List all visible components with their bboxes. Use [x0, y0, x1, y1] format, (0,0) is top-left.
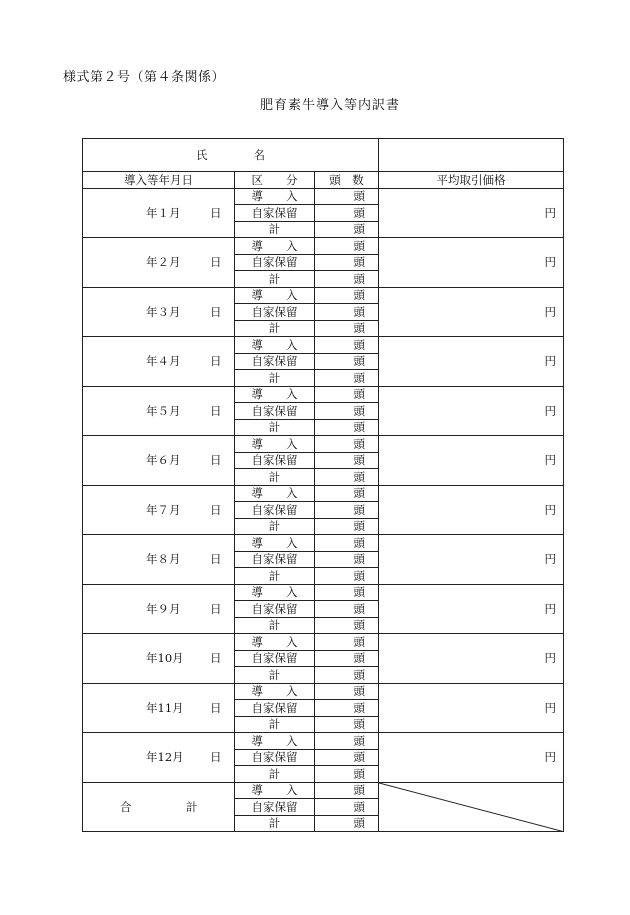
average-price-field[interactable]: 円	[379, 386, 564, 436]
day-label: 日	[210, 700, 222, 715]
breakdown-table	[82, 138, 564, 832]
category-label-self-retention: 自家保留	[235, 700, 315, 717]
category-label-subtotal: 計	[235, 815, 315, 832]
average-price-field[interactable]: 円	[379, 188, 564, 238]
category-label-introduction: 導 入	[235, 634, 315, 651]
day-label: 日	[210, 502, 222, 517]
average-price-field[interactable]: 円	[379, 287, 564, 337]
category-label-self-retention: 自家保留	[235, 403, 315, 420]
head-count-field[interactable]: 頭	[315, 304, 379, 321]
month-label: 年11月	[146, 700, 184, 715]
column-header-price: 平均取引価格	[379, 172, 564, 189]
head-count-field[interactable]: 頭	[315, 205, 379, 222]
date-cell[interactable]	[83, 287, 235, 337]
head-count-field[interactable]: 頭	[315, 535, 379, 552]
day-label: 日	[210, 304, 222, 319]
category-label-self-retention: 自家保留	[235, 205, 315, 222]
head-count-field[interactable]: 頭	[315, 337, 379, 354]
month-label: 年10月	[146, 651, 184, 666]
category-label-self-retention: 自家保留	[235, 650, 315, 667]
month-row	[83, 436, 564, 453]
category-label-self-retention: 自家保留	[235, 353, 315, 370]
head-count-field[interactable]: 頭	[315, 419, 379, 436]
month-row	[83, 188, 564, 205]
month-row	[83, 287, 564, 304]
category-label-introduction: 導 入	[235, 436, 315, 453]
table-body	[83, 139, 564, 832]
name-row	[83, 139, 564, 172]
day-label: 日	[210, 354, 222, 369]
category-label-subtotal: 計	[235, 271, 315, 288]
average-price-field[interactable]: 円	[379, 634, 564, 684]
category-label-subtotal: 計	[235, 766, 315, 783]
category-label-introduction: 導 入	[235, 386, 315, 403]
category-label-introduction: 導 入	[235, 238, 315, 255]
month-row	[83, 337, 564, 354]
head-count-field[interactable]: 頭	[315, 188, 379, 205]
category-label-introduction: 導 入	[235, 733, 315, 750]
head-count-field[interactable]: 頭	[315, 452, 379, 469]
month-row	[83, 683, 564, 700]
date-cell[interactable]	[83, 535, 235, 585]
month-label: 年12月	[146, 750, 184, 765]
category-label-introduction: 導 入	[235, 584, 315, 601]
day-label: 日	[210, 601, 222, 616]
average-price-field[interactable]: 円	[379, 337, 564, 387]
head-count-field[interactable]: 頭	[315, 386, 379, 403]
date-cell[interactable]	[83, 436, 235, 486]
date-cell[interactable]	[83, 337, 235, 387]
month-label: 年５月	[146, 403, 181, 418]
category-label-self-retention: 自家保留	[235, 749, 315, 766]
head-count-field[interactable]: 頭	[315, 518, 379, 535]
day-label: 日	[210, 205, 222, 220]
head-count-field[interactable]: 頭	[315, 502, 379, 519]
head-count-field[interactable]: 頭	[315, 634, 379, 651]
category-label-introduction: 導 入	[235, 188, 315, 205]
head-count-field[interactable]: 頭	[315, 436, 379, 453]
head-count-field[interactable]: 頭	[315, 617, 379, 634]
head-count-field[interactable]: 頭	[315, 254, 379, 271]
head-count-field[interactable]: 頭	[315, 601, 379, 618]
month-row	[83, 634, 564, 651]
head-count-field[interactable]: 頭	[315, 667, 379, 684]
name-value-field[interactable]	[379, 139, 564, 172]
head-count-field[interactable]: 頭	[315, 568, 379, 585]
head-count-field[interactable]: 頭	[315, 782, 379, 799]
head-count-field[interactable]: 頭	[315, 551, 379, 568]
category-label-introduction: 導 入	[235, 485, 315, 502]
head-count-field[interactable]: 頭	[315, 716, 379, 733]
month-row	[83, 733, 564, 750]
category-label-subtotal: 計	[235, 617, 315, 634]
head-count-field[interactable]: 頭	[315, 683, 379, 700]
name-label: 氏 名	[83, 139, 379, 172]
column-header-row	[83, 172, 564, 189]
month-label: 年１月	[146, 205, 181, 220]
month-label: 年４月	[146, 354, 181, 369]
average-price-field[interactable]: 円	[379, 584, 564, 634]
form-title: 肥育素牛導入等内訳書	[259, 98, 400, 113]
head-count-field[interactable]: 頭	[315, 650, 379, 667]
total-label-1: 合	[120, 799, 132, 814]
category-label-subtotal: 計	[235, 370, 315, 387]
category-label-subtotal: 計	[235, 469, 315, 486]
head-count-field[interactable]: 頭	[315, 815, 379, 832]
month-row	[83, 386, 564, 403]
category-label-introduction: 導 入	[235, 337, 315, 354]
head-count-field[interactable]: 頭	[315, 799, 379, 816]
day-label: 日	[210, 453, 222, 468]
date-cell[interactable]	[83, 634, 235, 684]
date-cell[interactable]	[83, 485, 235, 535]
category-label-introduction: 導 入	[235, 287, 315, 304]
category-label-self-retention: 自家保留	[235, 601, 315, 618]
month-label: 年２月	[146, 255, 181, 270]
month-label: 年９月	[146, 601, 181, 616]
average-price-field[interactable]: 円	[379, 436, 564, 486]
total-label-cell	[83, 782, 235, 832]
head-count-field[interactable]: 頭	[315, 469, 379, 486]
head-count-field[interactable]: 頭	[315, 584, 379, 601]
head-count-field[interactable]: 頭	[315, 320, 379, 337]
category-label-introduction: 導 入	[235, 782, 315, 799]
head-count-field[interactable]: 頭	[315, 287, 379, 304]
head-count-field[interactable]: 頭	[315, 370, 379, 387]
head-count-field[interactable]: 頭	[315, 749, 379, 766]
category-label-subtotal: 計	[235, 320, 315, 337]
month-row	[83, 485, 564, 502]
category-label-subtotal: 計	[235, 667, 315, 684]
average-price-field[interactable]: 円	[379, 683, 564, 733]
category-label-self-retention: 自家保留	[235, 799, 315, 816]
head-count-field[interactable]: 頭	[315, 238, 379, 255]
head-count-field[interactable]: 頭	[315, 403, 379, 420]
day-label: 日	[210, 403, 222, 418]
category-label-self-retention: 自家保留	[235, 502, 315, 519]
head-count-field[interactable]: 頭	[315, 485, 379, 502]
day-label: 日	[210, 750, 222, 765]
average-price-field[interactable]: 円	[379, 238, 564, 288]
date-cell[interactable]	[83, 584, 235, 634]
diagonal-line	[379, 783, 563, 832]
category-label-subtotal: 計	[235, 221, 315, 238]
form-number: 様式第２号（第４条関係）	[63, 70, 226, 85]
day-label: 日	[210, 651, 222, 666]
category-label-self-retention: 自家保留	[235, 452, 315, 469]
category-label-introduction: 導 入	[235, 683, 315, 700]
month-label: 年６月	[146, 453, 181, 468]
head-count-field[interactable]: 頭	[315, 271, 379, 288]
date-cell[interactable]	[83, 238, 235, 288]
day-label: 日	[210, 255, 222, 270]
month-label: 年７月	[146, 502, 181, 517]
day-label: 日	[210, 552, 222, 567]
average-price-field[interactable]: 円	[379, 535, 564, 585]
head-count-field[interactable]: 頭	[315, 733, 379, 750]
average-price-field[interactable]: 円	[379, 733, 564, 783]
total-row	[83, 782, 564, 799]
month-row	[83, 584, 564, 601]
column-header-count: 頭 数	[315, 172, 379, 189]
date-cell[interactable]	[83, 386, 235, 436]
price-diagonal-cell	[379, 782, 564, 832]
month-row	[83, 535, 564, 552]
head-count-field[interactable]: 頭	[315, 221, 379, 238]
date-cell[interactable]	[83, 733, 235, 783]
category-label-introduction: 導 入	[235, 535, 315, 552]
category-label-self-retention: 自家保留	[235, 304, 315, 321]
category-label-subtotal: 計	[235, 419, 315, 436]
month-label: 年８月	[146, 552, 181, 567]
head-count-field[interactable]: 頭	[315, 700, 379, 717]
category-label-subtotal: 計	[235, 716, 315, 733]
column-header-category: 区 分	[235, 172, 315, 189]
column-header-date: 導入等年月日	[83, 172, 235, 189]
month-row	[83, 238, 564, 255]
head-count-field[interactable]: 頭	[315, 353, 379, 370]
category-label-subtotal: 計	[235, 568, 315, 585]
head-count-field[interactable]: 頭	[315, 766, 379, 783]
month-label: 年３月	[146, 304, 181, 319]
category-label-self-retention: 自家保留	[235, 254, 315, 271]
total-label-2: 計	[186, 799, 198, 814]
category-label-subtotal: 計	[235, 518, 315, 535]
date-cell[interactable]	[83, 683, 235, 733]
average-price-field[interactable]: 円	[379, 485, 564, 535]
date-cell[interactable]	[83, 188, 235, 238]
category-label-self-retention: 自家保留	[235, 551, 315, 568]
